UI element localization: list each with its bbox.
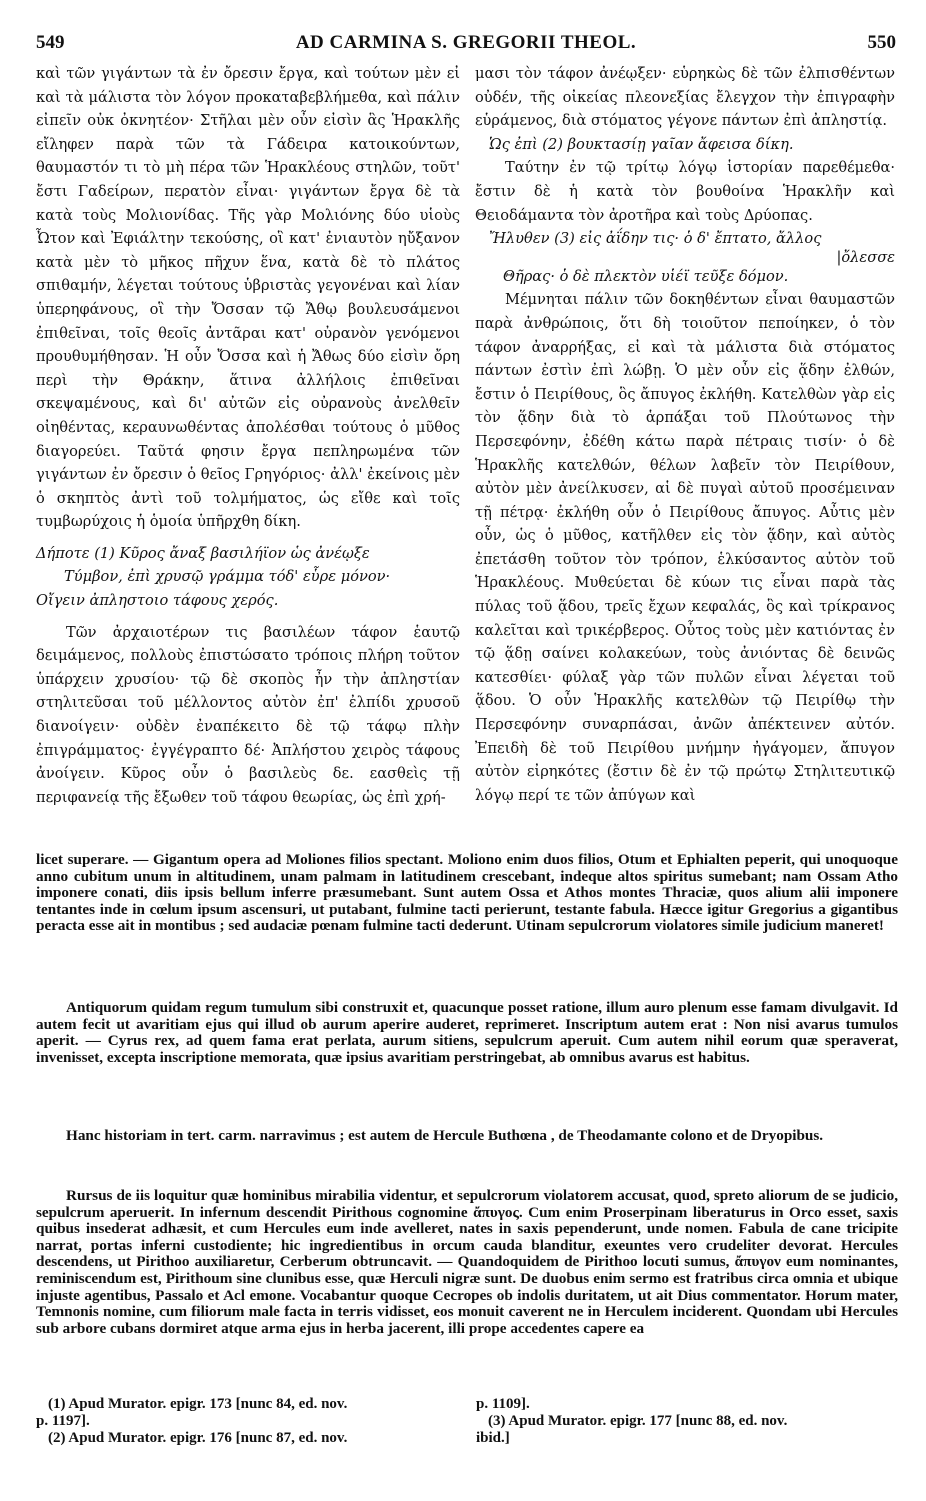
greek-paragraph: καὶ τῶν γιγάντων τὰ ἐν ὄρεσιν ἔργα, καὶ τούτων μὲν εἰ καὶ τὰ μάλιστα τὸν λόγον προκαταβεβλήμεθα, καὶ πάλιν εἰπεῖν οὐκ ὀκνητέον· Στῆλαι μὲν οὖν εἰσὶν ἃς Ἡρακλῆς εἴληφεν παρὰ τῶν τὰ Γάδειρα κατοικούντων, θαυμαστόν τι τὸ μὴ πέρα τῶν Ἡρακλέους στηλῶν, τοῦτ' ἔστι Γαδείρων, περατὸν εἶναι· γιγάντων ἔργα δὲ τὰ κατὰ τοὺς Μολιονίδας. Τῆς γὰρ Μολιόνης δύο υἱοὺς Ὦτον καὶ Ἐφιάλτην τεκούσης, οἳ κατ' ἐνιαυτὸν ηὔξανον κατὰ μὲν τὸ μῆκος πῆχυν ἕνα, κατὰ δὲ τὸ πλάτος σπιθαμήν, λέγεται τούτους ὑβριστὰς γεγονέναι καὶ λίαν ὑπερηφάνους, οἳ τὴν Ὄσσαν τῷ Ἄθῳ βουλευσάμενοι ἐπιθεῖναι, τοῖς θεοῖς ἀντᾶραι κατ' οὐρανὸν γενόμενοι προυθυμήθησαν. Ἡ οὖν Ὄσσα καὶ ἡ Ἄθως δύο εἰσὶν ὄρη περὶ τὴν Θράκην, ἅτινα ἀλλήλοις ἐπιθεῖναι σκεψαμένους, καὶ δι' αὐτῶν εἰς οὐρανοὺς ἀνελθεῖν οἰηθέντας, κεραυνωθέντας ἀπολέσθαι τούτους ὁ μῦθος διαγορεύει. Ταῦτά φησιν ἔργα πεπληρωμένα τῶν γιγάντων ἐν ὄρεσιν ὁ θεῖος Γρηγόριος· ἀλλ' ἐκείνοις μὲν ὁ σκηπτὸς ἀντὶ τοῦ τολμήματος, ὡς εἴθε καὶ τοῖς τυμβωρύχοις ἡ ὁμοία ὑπῆρχθη δίκη. [36, 65, 460, 531]
greek-left-column [36, 62, 460, 809]
footnote: p. 1197]. [36, 1413, 90, 1429]
greek-paragraph: Τῶν ἀρχαιοτέρων τις βασιλέων τάφον ἑαυτῷ δειμάμενος, πολλοὺς ἐπιστώσατο τρόποις πλήρη τοῦτον ὑπάρχειν χρυσίου· τῷ δὲ σκοπὸς ἦν τὴν ἀπληστίαν στηλιτεῦσαι τοῦ μέλλοντος αὐτὸν ἐπ' ἐλπίδι χρυσοῦ διανοίγειν· οὐδὲν ἐναπέκειτο δὲ τῷ τάφῳ πλὴν ἐπιγράμματος· ἐγγέγραπτο δέ· Ἀπλήστου χειρὸς τάφους ἀνοίγειν. Κῦρος οὖν ὁ βασιλεὺς δε. εασθεὶς τῇ περιφανείᾳ τῆς ἔξωθεν τοῦ τάφου θεωρίας, ὡς ἐπὶ χρή- [36, 623, 460, 806]
latin-translation-3 [36, 1128, 898, 1145]
left-page-number: 549 [36, 32, 65, 53]
running-header [36, 32, 896, 56]
footnote: p. 1109]. [476, 1396, 530, 1412]
footnote: ibid.] [476, 1430, 510, 1446]
latin-translation-4 [36, 1188, 898, 1337]
right-page-number: 550 [867, 32, 896, 53]
verse-line: Τύμβον, ἐπὶ χρυσῷ γράμμα τόδ' εὗρε μόνον· [64, 568, 391, 586]
latin-translation-1 [36, 852, 898, 935]
latin-paragraph: Antiquorum quidam regum tumulum sibi construxit et, quacunque posset ratione, illum auro plenum esse famam divulgavit. Id autem fecit ut avaritiam ejus qui illud ob aurum aperire auderet, reprimeret. Inscriptum autem erat : Non nisi avarus tumulos aperit. — Cyrus rex, ad quem fama erat perlata, aurum sitiens, sepulcrum aperuit. Cum autem nihil eorum quæ speraverat, invenisset, excepta inscriptione memorata, quæ ipsius avaritiam perstringebat, ab omnibus avarus est habitus. [36, 999, 898, 1066]
latin-paragraph: Rursus de iis loquitur quæ hominibus mirabilia videntur, et sepulcrorum violatorem accusat, quod, spreto aliorum de se judicio, sepulcrum aperuerit. In infernum descendit Pirithous cognomine ἄπυγος. Cum enim Proserpinam liberaturus in Orco esset, saxis quibus insederat adhæsit, et cum Hercules eum inde avelleret, nates in saxis pependerunt, unde nomen. Fabula de cane tricipite narrat, portas inferni custodiente; hic ingredientibus in orcum cauda blanditur, exeuntes vero crudeliter devorat. Hercules descendens, ut Pirithoo auxiliaretur, Cerberum obtruncavit. — Quandoquidem de Pirithoo locuti sumus, ἄπυγον eum nominantes, reminiscendum est, Pirithoum sine clunibus esse, quæ Herculi nigræ sunt. De duobus enim sermo est fratribus circa omnia et ubique injuste agentibus, Passalo et Acl emone. Vocabantur quoque Cecropes ob indolis duritatem, ut ait Dius commentator. Horum mater, Temnonis nomine, cum filiorum male facta in terris vidisset, eos monuit caverent ne in Herculem inciderent. Quondam ubi Hercules sub arbore cubans dormiret atque arma ejus in herba jacerent, illi prope accedentes capere ea [36, 1187, 898, 1337]
verse-line: Δήποτε (1) Κῦρος ἄναξ βασιλήϊον ὡς ἀνέῳξε [36, 544, 370, 562]
verse-note: |ὄλεσσε [836, 248, 895, 266]
footnote: (1) Apud Murator. epigr. 173 [nunc 84, ed. nov. [48, 1396, 348, 1412]
latin-paragraph: licet superare. — Gigantum opera ad Moliones filios spectant. Moliono enim duos filios, Otum et Ephialten peperit, qui unoquoque anno cubitum unum in altitudinem, unam palmam in latitudinem crescebant, indeque altos spiritus sumebant; nam Ossam Atho imponere conati, diis ipsis bellum inferre præsumebant. Sunt autem Ossa et Athos montes Thraciæ, quos alium alii imponere tentantes inde in cœlum ipsum ascensuri, ut putabant, fulmine tacti perierunt, testante fabula. Hæcce igitur Gregorius a gigantibus peracta esse ait in montibus ; sed audaciæ pœnam fulmine tacti dederunt. Utinam sepulcrorum violatores simile judicium maneret! [36, 851, 898, 935]
running-title: AD CARMINA S. GREGORII THEOL. [295, 32, 637, 53]
verse-line: Ὡς ἐπὶ (2) βουκτασίῃ γαῖαν ἄφεισα δίκη. [489, 135, 794, 153]
verse-line: Οἴγειν ἀπληστοιο τάφους χερός. [36, 592, 279, 610]
footnotes-left [36, 1396, 456, 1447]
footnote: (3) Apud Murator. epigr. 177 [nunc 88, ed. nov. [488, 1413, 788, 1429]
verse-line: Θῆρας· ὁ δὲ πλεκτὸν υἱέϊ τεῦξε δόμον. [503, 267, 789, 285]
footnote: (2) Apud Murator. epigr. 176 [nunc 87, ed. nov. [48, 1430, 348, 1446]
latin-translation-2 [36, 1000, 898, 1066]
greek-paragraph: Μέμνηται πάλιν τῶν δοκηθέντων εἶναι θαυμαστῶν παρὰ ἀνθρώποις, ὅτι δὴ τοιοῦτον πεποίηκεν, ὁ τὸν τάφον ἀναρρήξας, εἰ καὶ τὰ μάλιστα διὰ στόματος πάντων ἐστὶν ἐπὶ λώβῃ. Ὁ μὲν οὖν εἰς ᾅδην ἐλθών, ἔστιν ὁ Πειρίθους, ὃς ἄπυγος ἐκλήθη. Κατελθὼν γὰρ εἰς τὸν ᾅδην διὰ τὸ ἁρπάξαι τοῦ Πλούτωνος τὴν Περσεφόνην, ἐδέθη κάτω παρὰ πέτραις τισίν· ὁ δὲ Ἡρακλῆς κατελθών, θέλων λαβεῖν τὸν Πειρίθουν, αὐτὸν μὲν ἀνείλκυσεν, αἱ δὲ πυγαὶ αὐτοῦ προσέμειναν τῇ πέτρᾳ· ἐκλήθη οὖν ὁ Πειρίθους ἄπυγος. Αὖτις μὲν οὖν, ὡς ὁ μῦθος, κατῆλθεν εἰς τὸν ᾅδην, καὶ αὐτὸς ἐπετάσθη τοῦτον τὸν τρόπον, ἑλκύσαντος αὐτὸν τοῦ Ἡρακλέους. Μυθεύεται δὲ κύων τις εἶναι παρὰ τὰς πύλας τοῦ ᾅδου, τρεῖς ἔχων κεφαλάς, ὃς καὶ τρίκρανος καλεῖται καὶ τρικέρβερος. Οὗτος τοὺς μὲν κατιόντας ἐν τῷ ᾅδῃ σαίνει κολακεύων, τοὺς ἀνιόντας δὲ δεινῶς κατεσθίει· φύλαξ γὰρ τῶν πυλῶν εἶναι λέγεται τοῦ ᾅδου. Ὁ οὖν Ἡρακλῆς κατελθὼν τῷ Πειρίθῳ τὴν Περσεφόνην συναρπάσαι, ἀνῶν ἀπέκτεινεν αὐτόν. Ἐπειδὴ δὲ τοῦ Πειρίθου μνήμην ἠγάγομεν, ἄπυγον αὐτὸν εἰρηκότες (ἔστιν δὲ ἐν τῷ πρώτῳ Στηλιτευτικῷ λόγῳ περί τε τῶν ἀπύγων καὶ [475, 291, 895, 804]
latin-paragraph: Hanc historiam in tert. carm. narravimus ; est autem de Hercule Buthœna , de Theodamante colono et de Dryopibus. [66, 1127, 824, 1144]
greek-paragraph: μασι τὸν τάφον ἀνέῳξεν· εὑρηκὼς δὲ τῶν ἐλπισθέντων οὐδέν, τῆς οἰκείας πλεονεξίας ἔλεγχον τὴν ἐπιγραφὴν εὑράμενος, διὰ στόματος γέγονε πάντων ἐπὶ ἀπληστίᾳ. [475, 65, 895, 130]
greek-paragraph: Ταύτην ἐν τῷ τρίτῳ λόγῳ ἱστορίαν παρεθέμεθα· ἔστιν δὲ ἡ κατὰ τὸν βουθοίνα Ἡρακλῆν καὶ Θειοδάμαντα τὸν ἀροτῆρα καὶ τοὺς Δρύοπας. [475, 159, 895, 224]
verse-line: Ἤλυθεν (3) εἰς ἀΐδην τις· ὁ δ' ἔπτατο, ἄλλος [489, 230, 822, 248]
greek-right-column [475, 62, 895, 807]
footnotes-right [476, 1396, 898, 1447]
